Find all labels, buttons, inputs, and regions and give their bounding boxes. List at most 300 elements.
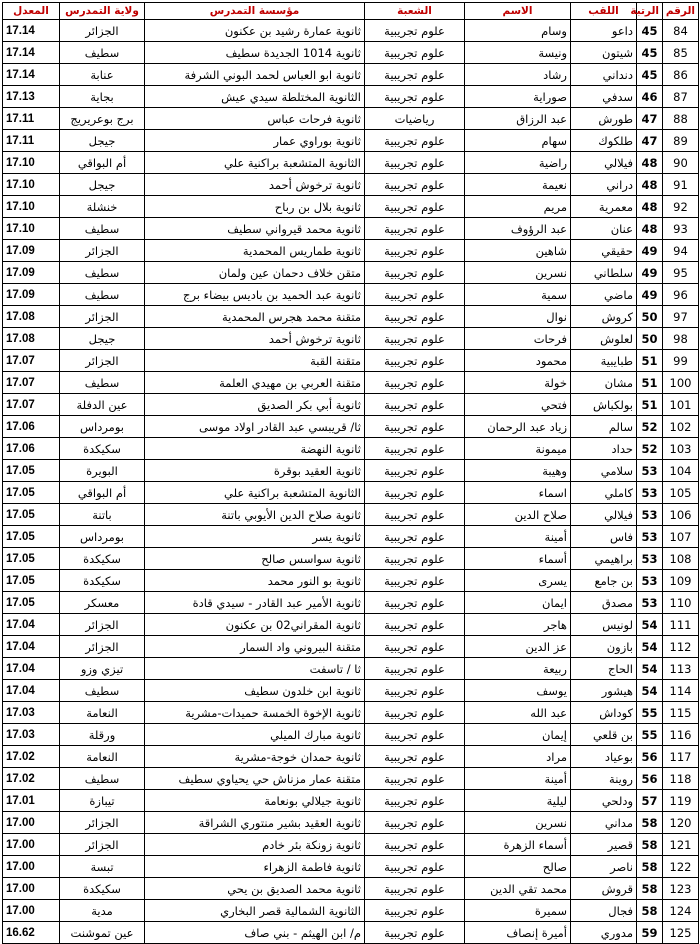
cell-wilaya: بجاية xyxy=(60,86,145,108)
table-row xyxy=(3,152,699,174)
cell-school: ثانوية ترخوش أحمد xyxy=(145,328,365,350)
cell-branch: علوم تجريبية xyxy=(365,790,465,812)
cell-branch: علوم تجريبية xyxy=(365,812,465,834)
cell-first-name: أسماء الزهرة xyxy=(465,834,571,856)
cell-average: 16.62 xyxy=(3,922,60,944)
cell-school: ثانوية ابو العباس لحمد البوني الشرفة xyxy=(145,64,365,86)
cell-wilaya: بومرداس xyxy=(60,416,145,438)
cell-row-number: 114 xyxy=(663,680,699,702)
cell-wilaya: تبسة xyxy=(60,856,145,878)
cell-last-name: طلكوك xyxy=(571,130,637,152)
cell-row-number: 106 xyxy=(663,504,699,526)
cell-row-number: 85 xyxy=(663,42,699,64)
cell-last-name: داعو xyxy=(571,20,637,42)
table-row xyxy=(3,20,699,42)
cell-average: 17.01 xyxy=(3,790,60,812)
cell-row-number: 91 xyxy=(663,174,699,196)
cell-school: م/ ابن الهيثم - بني صاف xyxy=(145,922,365,944)
cell-wilaya: أم البواقي xyxy=(60,152,145,174)
cell-wilaya: سطيف xyxy=(60,680,145,702)
cell-branch: رياضيات xyxy=(365,108,465,130)
table-row xyxy=(3,680,699,702)
cell-last-name: طورش xyxy=(571,108,637,130)
cell-wilaya: الجزائر xyxy=(60,240,145,262)
cell-first-name: ايمان xyxy=(465,592,571,614)
cell-wilaya: بومرداس xyxy=(60,526,145,548)
cell-average: 17.06 xyxy=(3,416,60,438)
cell-wilaya: سطيف xyxy=(60,42,145,64)
cell-row-number: 120 xyxy=(663,812,699,834)
cell-last-name: هيشور xyxy=(571,680,637,702)
cell-row-number: 123 xyxy=(663,878,699,900)
cell-first-name: سميرة xyxy=(465,900,571,922)
cell-first-name: أمينة xyxy=(465,526,571,548)
cell-last-name: قروش xyxy=(571,878,637,900)
cell-last-name: معمرية xyxy=(571,196,637,218)
cell-last-name: كاملي xyxy=(571,482,637,504)
cell-branch: علوم تجريبية xyxy=(365,658,465,680)
cell-first-name: محمد تقي الدين xyxy=(465,878,571,900)
cell-wilaya: الجزائر xyxy=(60,834,145,856)
cell-first-name: عز الدين xyxy=(465,636,571,658)
cell-first-name: ليلية xyxy=(465,790,571,812)
cell-branch: علوم تجريبية xyxy=(365,42,465,64)
cell-row-number: 99 xyxy=(663,350,699,372)
cell-last-name: بن قلعي xyxy=(571,724,637,746)
table-row xyxy=(3,526,699,548)
cell-wilaya: سكيكدة xyxy=(60,570,145,592)
cell-average: 17.09 xyxy=(3,240,60,262)
cell-wilaya: الجزائر xyxy=(60,306,145,328)
header-average: المعدل xyxy=(3,3,60,20)
cell-last-name: مشان xyxy=(571,372,637,394)
cell-branch: علوم تجريبية xyxy=(365,152,465,174)
cell-average: 17.08 xyxy=(3,328,60,350)
table-row xyxy=(3,614,699,636)
cell-row-number: 115 xyxy=(663,702,699,724)
table-row xyxy=(3,746,699,768)
cell-average: 17.05 xyxy=(3,570,60,592)
cell-last-name: لعلوش xyxy=(571,328,637,350)
table-row xyxy=(3,174,699,196)
cell-row-number: 105 xyxy=(663,482,699,504)
cell-row-number: 118 xyxy=(663,768,699,790)
cell-rank: 56 xyxy=(637,768,663,790)
cell-school: ثانوية زونكة بئر خادم xyxy=(145,834,365,856)
cell-school: ثانوية مبارك الميلي xyxy=(145,724,365,746)
cell-branch: علوم تجريبية xyxy=(365,548,465,570)
cell-average: 17.00 xyxy=(3,834,60,856)
header-last-name: اللقب xyxy=(571,3,637,20)
cell-average: 17.05 xyxy=(3,592,60,614)
cell-average: 17.10 xyxy=(3,218,60,240)
table-row xyxy=(3,284,699,306)
cell-average: 17.09 xyxy=(3,262,60,284)
cell-school: متقنة عمار مزناش حي يحياوي سطيف xyxy=(145,768,365,790)
cell-first-name: سهام xyxy=(465,130,571,152)
cell-average: 17.00 xyxy=(3,856,60,878)
cell-branch: علوم تجريبية xyxy=(365,592,465,614)
cell-first-name: أسماء xyxy=(465,548,571,570)
cell-wilaya: سطيف xyxy=(60,218,145,240)
cell-school: ثانوية بو النور محمد xyxy=(145,570,365,592)
cell-last-name: فجال xyxy=(571,900,637,922)
cell-wilaya: سطيف xyxy=(60,372,145,394)
table-row xyxy=(3,768,699,790)
cell-average: 17.05 xyxy=(3,460,60,482)
cell-last-name: براهيمي xyxy=(571,548,637,570)
cell-rank: 50 xyxy=(637,328,663,350)
cell-branch: علوم تجريبية xyxy=(365,856,465,878)
cell-first-name: عبد الرؤوف xyxy=(465,218,571,240)
cell-average: 17.10 xyxy=(3,152,60,174)
cell-average: 17.14 xyxy=(3,64,60,86)
table-row xyxy=(3,812,699,834)
cell-branch: علوم تجريبية xyxy=(365,614,465,636)
cell-average: 17.05 xyxy=(3,526,60,548)
cell-branch: علوم تجريبية xyxy=(365,372,465,394)
table-row xyxy=(3,658,699,680)
table-row xyxy=(3,328,699,350)
cell-branch: علوم تجريبية xyxy=(365,306,465,328)
cell-rank: 53 xyxy=(637,592,663,614)
cell-rank: 59 xyxy=(637,922,663,944)
cell-school: متقن خلاف دحمان عين ولمان xyxy=(145,262,365,284)
cell-school: ثانوية سواسس صالح xyxy=(145,548,365,570)
header-row xyxy=(3,3,699,20)
cell-wilaya: النعامة xyxy=(60,746,145,768)
cell-average: 17.00 xyxy=(3,878,60,900)
cell-last-name: ماضي xyxy=(571,284,637,306)
cell-rank: 51 xyxy=(637,350,663,372)
cell-school: ثانوية الإخوة الخمسة حميدات-مشرية xyxy=(145,702,365,724)
cell-row-number: 119 xyxy=(663,790,699,812)
table-row xyxy=(3,86,699,108)
cell-first-name: اسماء xyxy=(465,482,571,504)
cell-rank: 52 xyxy=(637,416,663,438)
cell-wilaya: مدية xyxy=(60,900,145,922)
cell-average: 17.06 xyxy=(3,438,60,460)
cell-wilaya: تيبازة xyxy=(60,790,145,812)
table-row xyxy=(3,636,699,658)
cell-first-name: نعيمة xyxy=(465,174,571,196)
cell-average: 17.03 xyxy=(3,724,60,746)
cell-average: 17.07 xyxy=(3,394,60,416)
table-row xyxy=(3,306,699,328)
cell-wilaya: ورقلة xyxy=(60,724,145,746)
cell-school: متقنة البيروني واد السمار xyxy=(145,636,365,658)
cell-rank: 58 xyxy=(637,900,663,922)
cell-branch: علوم تجريبية xyxy=(365,768,465,790)
cell-first-name: صوراية xyxy=(465,86,571,108)
cell-branch: علوم تجريبية xyxy=(365,394,465,416)
cell-school: ثانوية حمدان خوجة-مشرية xyxy=(145,746,365,768)
cell-rank: 49 xyxy=(637,262,663,284)
cell-row-number: 117 xyxy=(663,746,699,768)
cell-rank: 51 xyxy=(637,394,663,416)
cell-school: ثانوية النهضة xyxy=(145,438,365,460)
table-body xyxy=(3,20,699,944)
cell-average: 17.02 xyxy=(3,746,60,768)
cell-school: ثانوية عبد الحميد بن باديس بيضاء برج xyxy=(145,284,365,306)
cell-average: 17.05 xyxy=(3,482,60,504)
table-row xyxy=(3,196,699,218)
cell-first-name: يوسف xyxy=(465,680,571,702)
cell-first-name: أمينة xyxy=(465,768,571,790)
cell-school: ثانوية أبي بكر الصديق xyxy=(145,394,365,416)
cell-row-number: 112 xyxy=(663,636,699,658)
cell-rank: 48 xyxy=(637,174,663,196)
cell-rank: 54 xyxy=(637,614,663,636)
cell-wilaya: الجزائر xyxy=(60,614,145,636)
cell-first-name: نسرين xyxy=(465,812,571,834)
cell-rank: 53 xyxy=(637,482,663,504)
table-row xyxy=(3,702,699,724)
cell-first-name: مراد xyxy=(465,746,571,768)
cell-school: متقنة القبة xyxy=(145,350,365,372)
header-school: مؤسسة التمدرس xyxy=(145,3,365,20)
table-row xyxy=(3,64,699,86)
cell-rank: 53 xyxy=(637,504,663,526)
cell-branch: علوم تجريبية xyxy=(365,284,465,306)
cell-school: ثانوية ابن خلدون سطيف xyxy=(145,680,365,702)
table-row xyxy=(3,350,699,372)
cell-school: ثانوية ترخوش أحمد xyxy=(145,174,365,196)
cell-average: 17.11 xyxy=(3,108,60,130)
cell-average: 17.11 xyxy=(3,130,60,152)
cell-rank: 50 xyxy=(637,306,663,328)
cell-last-name: شيتون xyxy=(571,42,637,64)
cell-branch: علوم تجريبية xyxy=(365,240,465,262)
cell-wilaya: عين الدفلة xyxy=(60,394,145,416)
cell-average: 17.13 xyxy=(3,86,60,108)
cell-branch: علوم تجريبية xyxy=(365,724,465,746)
cell-last-name: كروش xyxy=(571,306,637,328)
results-table xyxy=(2,2,699,944)
cell-average: 17.10 xyxy=(3,196,60,218)
cell-last-name: فيلالي xyxy=(571,504,637,526)
header-num: الرقم xyxy=(663,3,699,20)
cell-average: 17.03 xyxy=(3,702,60,724)
cell-first-name: وهيبة xyxy=(465,460,571,482)
cell-wilaya: جيجل xyxy=(60,328,145,350)
cell-rank: 45 xyxy=(637,64,663,86)
cell-first-name: ونيسة xyxy=(465,42,571,64)
cell-school: ثانوية فرحات عباس xyxy=(145,108,365,130)
cell-rank: 53 xyxy=(637,548,663,570)
cell-last-name: لونيس xyxy=(571,614,637,636)
cell-row-number: 102 xyxy=(663,416,699,438)
cell-last-name: سلامي xyxy=(571,460,637,482)
cell-row-number: 122 xyxy=(663,856,699,878)
cell-rank: 45 xyxy=(637,42,663,64)
cell-school: ثانوية 1014 الجديدة سطيف xyxy=(145,42,365,64)
cell-school: الثانوية المتشعبة براكنية علي xyxy=(145,152,365,174)
table-row xyxy=(3,416,699,438)
cell-rank: 58 xyxy=(637,878,663,900)
cell-school: ثانوية فاطمة الزهراء xyxy=(145,856,365,878)
cell-average: 17.04 xyxy=(3,658,60,680)
cell-branch: علوم تجريبية xyxy=(365,262,465,284)
table-row xyxy=(3,42,699,64)
cell-first-name: صالح xyxy=(465,856,571,878)
cell-average: 17.10 xyxy=(3,174,60,196)
cell-branch: علوم تجريبية xyxy=(365,218,465,240)
cell-rank: 56 xyxy=(637,746,663,768)
cell-school: ثانوية جيلالي بونعامة xyxy=(145,790,365,812)
cell-rank: 46 xyxy=(637,86,663,108)
cell-average: 17.04 xyxy=(3,636,60,658)
cell-wilaya: جيجل xyxy=(60,130,145,152)
cell-last-name: فيلالي xyxy=(571,152,637,174)
cell-average: 17.14 xyxy=(3,42,60,64)
cell-last-name: سدفي xyxy=(571,86,637,108)
table-row xyxy=(3,460,699,482)
cell-first-name: شاهين xyxy=(465,240,571,262)
table-row xyxy=(3,108,699,130)
cell-branch: علوم تجريبية xyxy=(365,130,465,152)
cell-school: ثانوية طماريس المحمدية xyxy=(145,240,365,262)
cell-last-name: بن جامع xyxy=(571,570,637,592)
cell-row-number: 125 xyxy=(663,922,699,944)
table-row xyxy=(3,790,699,812)
cell-last-name: روينة xyxy=(571,768,637,790)
cell-first-name: خولة xyxy=(465,372,571,394)
cell-branch: علوم تجريبية xyxy=(365,702,465,724)
cell-branch: علوم تجريبية xyxy=(365,922,465,944)
cell-branch: علوم تجريبية xyxy=(365,174,465,196)
cell-school: ثانوية صلاح الدين الأيوبي باتنة xyxy=(145,504,365,526)
table-row xyxy=(3,548,699,570)
cell-branch: علوم تجريبية xyxy=(365,196,465,218)
cell-first-name: فتحي xyxy=(465,394,571,416)
cell-first-name: ربيعة xyxy=(465,658,571,680)
cell-last-name: حداد xyxy=(571,438,637,460)
cell-branch: علوم تجريبية xyxy=(365,86,465,108)
cell-first-name: مريم xyxy=(465,196,571,218)
header-first-name: الاسم xyxy=(465,3,571,20)
cell-wilaya: البويرة xyxy=(60,460,145,482)
cell-first-name: راضية xyxy=(465,152,571,174)
cell-school: ثانوية الأمير عبد القادر - سيدي قادة xyxy=(145,592,365,614)
table-row xyxy=(3,240,699,262)
cell-rank: 55 xyxy=(637,702,663,724)
cell-wilaya: جيجل xyxy=(60,174,145,196)
cell-average: 17.07 xyxy=(3,372,60,394)
cell-rank: 58 xyxy=(637,812,663,834)
cell-row-number: 98 xyxy=(663,328,699,350)
cell-row-number: 92 xyxy=(663,196,699,218)
cell-first-name: محمود xyxy=(465,350,571,372)
table-row xyxy=(3,900,699,922)
cell-last-name: مصدق xyxy=(571,592,637,614)
cell-row-number: 113 xyxy=(663,658,699,680)
cell-rank: 58 xyxy=(637,834,663,856)
table-row xyxy=(3,372,699,394)
cell-wilaya: سكيكدة xyxy=(60,548,145,570)
cell-branch: علوم تجريبية xyxy=(365,834,465,856)
cell-first-name: نسرين xyxy=(465,262,571,284)
cell-rank: 54 xyxy=(637,680,663,702)
cell-rank: 45 xyxy=(637,20,663,42)
cell-row-number: 97 xyxy=(663,306,699,328)
cell-average: 17.05 xyxy=(3,548,60,570)
cell-rank: 54 xyxy=(637,658,663,680)
cell-average: 17.02 xyxy=(3,768,60,790)
cell-branch: علوم تجريبية xyxy=(365,460,465,482)
cell-branch: علوم تجريبية xyxy=(365,504,465,526)
cell-rank: 47 xyxy=(637,108,663,130)
cell-average: 17.07 xyxy=(3,350,60,372)
cell-school: ثانوية العقيد بشير منتوري الشراقة xyxy=(145,812,365,834)
cell-branch: علوم تجريبية xyxy=(365,636,465,658)
cell-average: 17.14 xyxy=(3,20,60,42)
cell-first-name: نوال xyxy=(465,306,571,328)
cell-first-name: عبد الله xyxy=(465,702,571,724)
table-row xyxy=(3,922,699,944)
cell-first-name: سمية xyxy=(465,284,571,306)
cell-wilaya: عين تموشنت xyxy=(60,922,145,944)
cell-wilaya: سكيكدة xyxy=(60,878,145,900)
table-row xyxy=(3,482,699,504)
table-row xyxy=(3,570,699,592)
cell-branch: علوم تجريبية xyxy=(365,526,465,548)
cell-row-number: 89 xyxy=(663,130,699,152)
cell-wilaya: أم البواقي xyxy=(60,482,145,504)
cell-branch: علوم تجريبية xyxy=(365,482,465,504)
cell-row-number: 124 xyxy=(663,900,699,922)
cell-average: 17.04 xyxy=(3,680,60,702)
cell-first-name: وسام xyxy=(465,20,571,42)
cell-row-number: 95 xyxy=(663,262,699,284)
cell-first-name: زياد عبد الرحمان xyxy=(465,416,571,438)
cell-row-number: 88 xyxy=(663,108,699,130)
cell-wilaya: برج بوعريريج xyxy=(60,108,145,130)
cell-branch: علوم تجريبية xyxy=(365,900,465,922)
cell-school: ثانوية يسر xyxy=(145,526,365,548)
cell-rank: 53 xyxy=(637,570,663,592)
cell-last-name: بولكباش xyxy=(571,394,637,416)
cell-branch: علوم تجريبية xyxy=(365,878,465,900)
table-row xyxy=(3,262,699,284)
cell-last-name: قصير xyxy=(571,834,637,856)
cell-rank: 47 xyxy=(637,130,663,152)
cell-row-number: 109 xyxy=(663,570,699,592)
cell-first-name: هاجر xyxy=(465,614,571,636)
cell-rank: 53 xyxy=(637,526,663,548)
cell-rank: 51 xyxy=(637,372,663,394)
cell-rank: 48 xyxy=(637,196,663,218)
cell-last-name: مداني xyxy=(571,812,637,834)
cell-last-name: الحاج xyxy=(571,658,637,680)
cell-last-name: ودلحي xyxy=(571,790,637,812)
cell-rank: 57 xyxy=(637,790,663,812)
header-wilaya: ولاية التمدرس xyxy=(60,3,145,20)
cell-school: متقنة محمد هجرس المحمدية xyxy=(145,306,365,328)
cell-wilaya: الجزائر xyxy=(60,350,145,372)
cell-last-name: طبايبية xyxy=(571,350,637,372)
cell-rank: 49 xyxy=(637,240,663,262)
table-row xyxy=(3,394,699,416)
cell-row-number: 116 xyxy=(663,724,699,746)
cell-school: ثانوية عمارة رشيد بن عكنون xyxy=(145,20,365,42)
cell-last-name: بازون xyxy=(571,636,637,658)
cell-rank: 58 xyxy=(637,856,663,878)
cell-school: ثانوية العقيد بوقرة xyxy=(145,460,365,482)
cell-rank: 48 xyxy=(637,152,663,174)
table-row xyxy=(3,834,699,856)
cell-wilaya: عنابة xyxy=(60,64,145,86)
